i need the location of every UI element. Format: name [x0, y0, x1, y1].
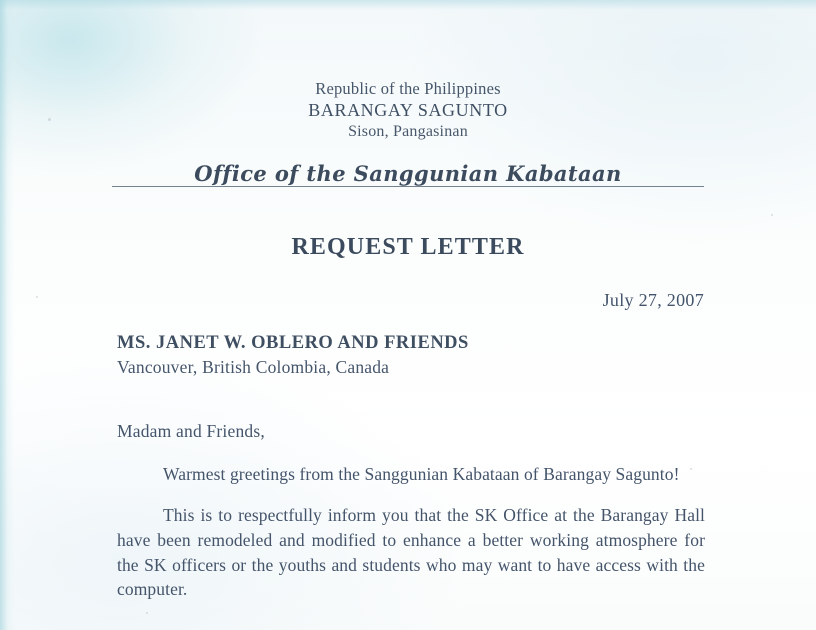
page-title: REQUEST LETTER	[291, 233, 525, 260]
body-paragraph: Warmest greetings from the Sanggunian Kabataan of Barangay Sagunto!	[163, 464, 680, 484]
salutation: Madam and Friends,	[117, 421, 265, 441]
addressee-address: Vancouver, British Colombia, Canada	[117, 357, 390, 377]
letterhead-office: Office of the Sanggunian Kabataan	[194, 160, 622, 186]
letterhead-barangay: BARANGAY SAGUNTO	[308, 100, 508, 121]
body-paragraph: This is to respectfully inform you that the SK Office at the Barangay Hall have been remodeled and modified to enhance a better working atmosphere for the SK officers or the youths and students who may want to have access with the computer.	[117, 504, 705, 600]
letter-body	[117, 462, 705, 618]
letterhead-republic: Republic of the Philippines	[315, 79, 501, 98]
letter-date: July 27, 2007	[602, 290, 704, 310]
header-divider	[112, 186, 704, 187]
addressee-name: MS. JANET W. OBLERO AND FRIENDS	[117, 333, 469, 353]
letterhead-municipality: Sison, Pangasinan	[348, 123, 468, 141]
letterhead	[0, 78, 816, 143]
